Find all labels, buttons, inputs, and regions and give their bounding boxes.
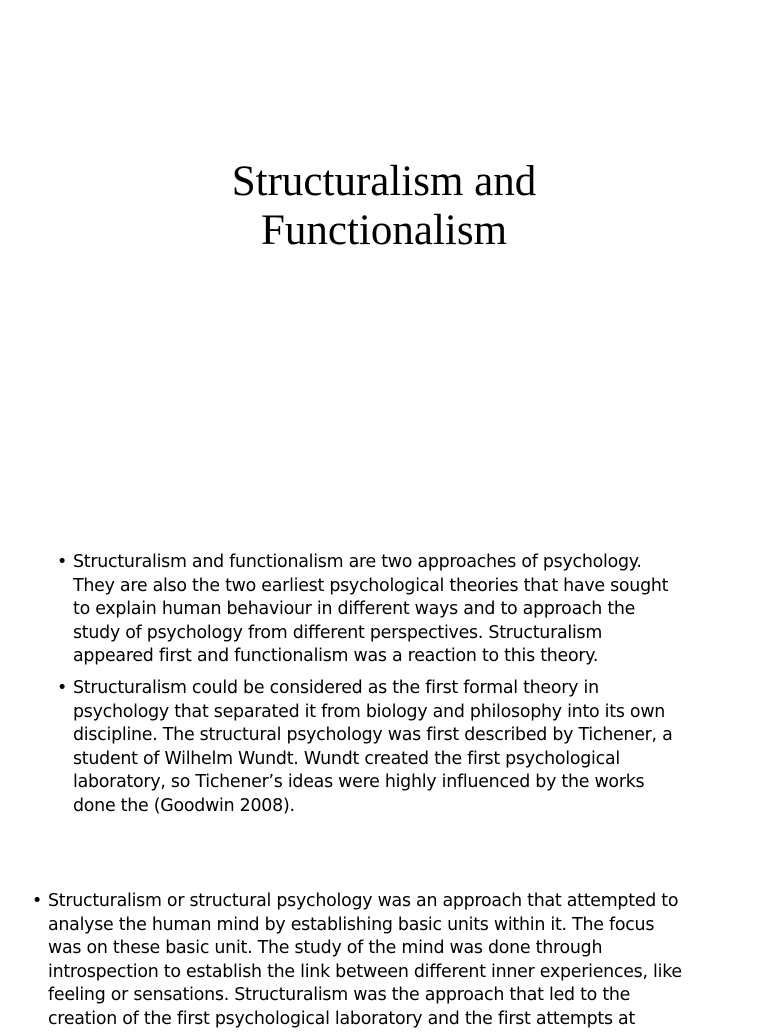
bullet-line: laboratory, so Tichener’s ideas were highly influenced by the works — [73, 772, 645, 793]
bullet-item — [57, 551, 733, 669]
bullet-line: discipline. The structural psychology was first described by Tichener, a — [73, 725, 673, 746]
bullet-line: psychology that separated it from biology and philosophy into its own — [73, 701, 666, 722]
bullet-line: introspection to establish the link between different inner experiences, like — [48, 961, 682, 982]
bullet-dot-icon: • — [32, 891, 43, 911]
bullet-line: student of Wilhelm Wundt. Wundt created the first psychological — [73, 748, 620, 769]
bullet-dot-icon: • — [57, 677, 68, 698]
slide-title-line-2: Functionalism — [260, 207, 508, 254]
bullet-line: Structuralism and functionalism are two approaches of psychology. — [73, 552, 642, 572]
bullet-line: done the (Goodwin 2008). — [73, 795, 295, 816]
bullet-line: study of psychology from different perspectives. Structuralism — [73, 622, 603, 643]
bullet-dot-icon: • — [57, 552, 68, 572]
bullet-item — [57, 677, 733, 819]
bullet-line: creation of the first psychological laboratory and the first attempts at — [48, 1008, 636, 1029]
bullet-line: analyse the human mind by establishing basic units within it. The focus — [48, 914, 655, 935]
bullet-list-2 — [32, 890, 738, 1032]
slide-title-line-1: Structuralism and — [231, 158, 537, 205]
bullet-line: Structuralism could be considered as the first formal theory in — [73, 677, 599, 698]
bullet-line: appeared first and functionalism was a reaction to this theory. — [73, 646, 599, 667]
slide-title — [0, 157, 768, 255]
bullet-line: Structuralism or structural psychology was an approach that attempted to — [48, 891, 679, 911]
bullet-line: to explain human behaviour in different ways and to approach the — [73, 599, 636, 620]
bullet-item — [32, 890, 738, 1032]
bullet-list-1 — [57, 551, 733, 819]
bullet-line: feeling or sensations. Structuralism was the approach that led to the — [48, 985, 631, 1006]
bullet-line: was on these basic unit. The study of the mind was done through — [48, 938, 603, 959]
bullet-line: They are also the two earliest psychological theories that have sought — [73, 575, 669, 596]
